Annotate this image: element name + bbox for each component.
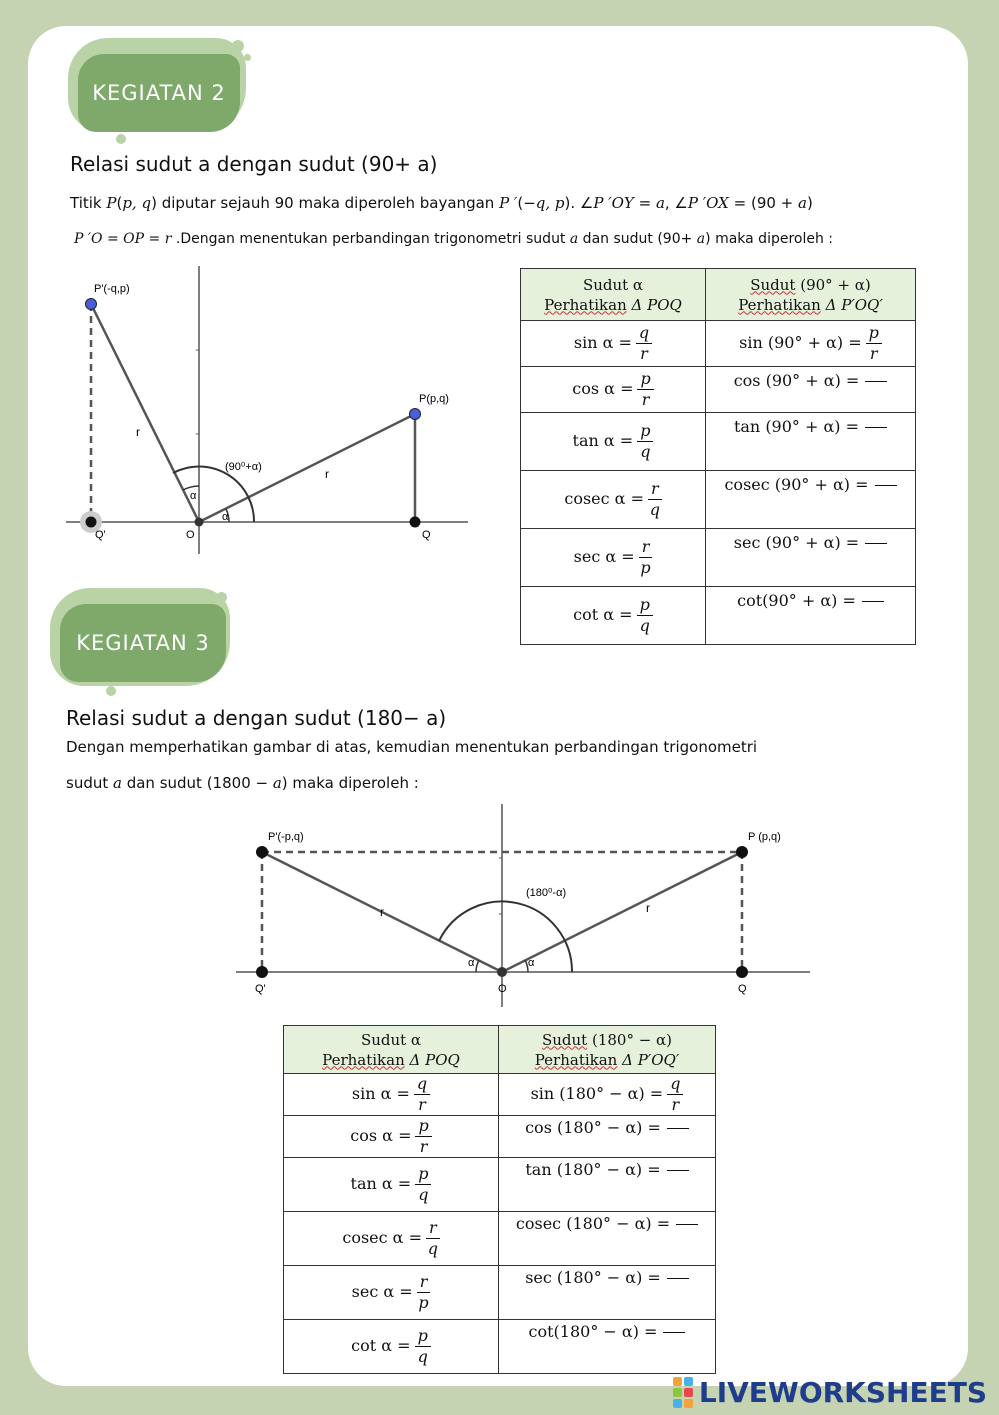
angle-arc-alpha (476, 960, 479, 972)
formula-right-answer-field[interactable]: cot(180° − α) = (499, 1320, 716, 1374)
formula-left: cosec α = $\frac{r}{q}$ (521, 471, 706, 529)
kegiatan-2-paragraph-line2: P ′O = OP = r .Dengan menentukan perbandingan trigonometri sudut a dan sudut (90+ a) maka diperoleh : (74, 231, 834, 247)
label-r: r (646, 901, 650, 915)
decor-dot (216, 592, 227, 603)
table-row (284, 1266, 716, 1320)
label-alpha: α (468, 957, 475, 969)
angle-arc-180-minus-alpha (439, 902, 572, 972)
formula-left: cos α = $\frac{p}{r}$ (521, 367, 706, 413)
formula-left: tan α = $\frac{p}{q}$ (521, 413, 706, 471)
table-row (521, 321, 916, 367)
formula-left: cos α = $\frac{p}{r}$ (284, 1116, 499, 1158)
label-alpha: α (222, 511, 229, 523)
decor-dot (244, 54, 251, 61)
label-q-prime: Q' (255, 983, 266, 995)
point-q (736, 966, 748, 978)
label-p-prime: P'(-p,q) (268, 831, 304, 843)
table-row (521, 587, 916, 645)
formula-right-answer-field[interactable]: sec (180° − α) = (499, 1266, 716, 1320)
header-sudut-180-minus-alpha: Sudut (180° − α) Perhatikan Δ P′OQ′ (499, 1026, 716, 1074)
point-o (195, 518, 204, 527)
point-q (410, 517, 421, 528)
table-row (284, 1320, 716, 1374)
formula-right: sin (180° − α) = $\frac{q}{r}$ (499, 1074, 716, 1116)
point-p (410, 409, 421, 420)
kegiatan-3-paragraph-line1: Dengan memperhatikan gambar di atas, kemudian menentukan perbandingan trigonometri (66, 738, 758, 756)
label-p-prime: P'(-q,p) (94, 283, 130, 295)
formula-left: sin α = $\frac{q}{r}$ (521, 321, 706, 367)
table-row (521, 413, 916, 471)
label-alpha: α (190, 490, 197, 502)
kegiatan-2-badge: KEGIATAN 2 (78, 54, 240, 132)
formula-right: sin (90° + α) = $\frac{p}{r}$ (706, 321, 916, 367)
kegiatan-2-paragraph-line1: Titik P(p, q) diputar sejauh 90 maka diperoleh bayangan P ′(−q, p). ∠P ′OY = a, ∠P ′OX = (90 + a) (70, 194, 813, 212)
formula-right-answer-field[interactable]: tan (180° − α) = (499, 1158, 716, 1212)
label-r: r (136, 425, 140, 439)
formula-left: tan α = $\frac{p}{q}$ (284, 1158, 499, 1212)
decor-dot (232, 40, 244, 52)
decor-dot (116, 134, 126, 144)
label-o: O (498, 983, 507, 995)
formula-right-answer-field[interactable]: cosec (90° + α) = (706, 471, 916, 529)
table-row (284, 1212, 716, 1266)
formula-right-answer-field[interactable]: cosec (180° − α) = (499, 1212, 716, 1266)
table-row (284, 1074, 716, 1116)
point-p (736, 846, 748, 858)
label-alpha: α (528, 957, 535, 969)
table-row (284, 1116, 716, 1158)
point-q-prime (256, 966, 268, 978)
table-180-minus-alpha (283, 1025, 716, 1374)
formula-right-answer-field[interactable]: cot(90° + α) = (706, 587, 916, 645)
label-q-prime: Q' (95, 529, 106, 541)
table-header-row (521, 269, 916, 321)
point-q-prime (86, 517, 97, 528)
table-header-row (284, 1026, 716, 1074)
label-q: Q (422, 529, 431, 541)
kegiatan-3-badge: KEGIATAN 3 (60, 604, 226, 682)
liveworksheets-brand-text: LIVEWORKSHEETS (698, 1376, 987, 1409)
table-row (284, 1158, 716, 1212)
label-r: r (380, 905, 384, 919)
table-row (521, 367, 916, 413)
formula-left: sin α = $\frac{q}{r}$ (284, 1074, 499, 1116)
figure-180-minus-alpha (228, 802, 828, 1012)
label-angle: (90⁰+α) (225, 461, 262, 473)
point-p-prime (256, 846, 268, 858)
worksheet-page (28, 26, 968, 1386)
liveworksheets-logo (673, 1376, 987, 1409)
formula-right-answer-field[interactable]: sec (90° + α) = (706, 529, 916, 587)
formula-left: cosec α = $\frac{r}{q}$ (284, 1212, 499, 1266)
header-sudut-alpha: Sudut α Perhatikan Δ POQ (284, 1026, 499, 1074)
table-row (521, 471, 916, 529)
kegiatan-2-heading: Relasi sudut a dengan sudut (90+ a) (70, 152, 438, 176)
label-p: P (p,q) (748, 831, 781, 843)
label-p: P(p,q) (419, 393, 449, 405)
liveworksheets-logo-icon (673, 1377, 693, 1408)
formula-right-answer-field[interactable]: tan (90° + α) = (706, 413, 916, 471)
formula-right-answer-field[interactable]: cos (180° − α) = (499, 1116, 716, 1158)
formula-left: cot α = $\frac{p}{q}$ (521, 587, 706, 645)
formula-left: sec α = $\frac{r}{p}$ (284, 1266, 499, 1320)
label-r: r (325, 467, 329, 481)
label-q: Q (738, 983, 747, 995)
header-sudut-90-plus-alpha: Sudut (90° + α) Perhatikan Δ P′OQ′ (706, 269, 916, 321)
header-sudut-alpha: Sudut α Perhatikan Δ POQ (521, 269, 706, 321)
formula-left: sec α = $\frac{r}{p}$ (521, 529, 706, 587)
decor-dot (106, 686, 116, 696)
figure-90-plus-alpha (58, 262, 478, 562)
point-o (497, 967, 507, 977)
table-90-plus-alpha (520, 268, 916, 645)
label-angle: (180⁰-α) (526, 887, 567, 899)
label-o: O (186, 529, 195, 541)
kegiatan-3-heading: Relasi sudut a dengan sudut (180− a) (66, 706, 447, 730)
point-p-prime (86, 299, 97, 310)
table-row (521, 529, 916, 587)
formula-left: cot α = $\frac{p}{q}$ (284, 1320, 499, 1374)
formula-right-answer-field[interactable]: cos (90° + α) = (706, 367, 916, 413)
kegiatan-3-paragraph-line2: sudut a dan sudut (1800 − a) maka diperoleh : (66, 774, 419, 792)
